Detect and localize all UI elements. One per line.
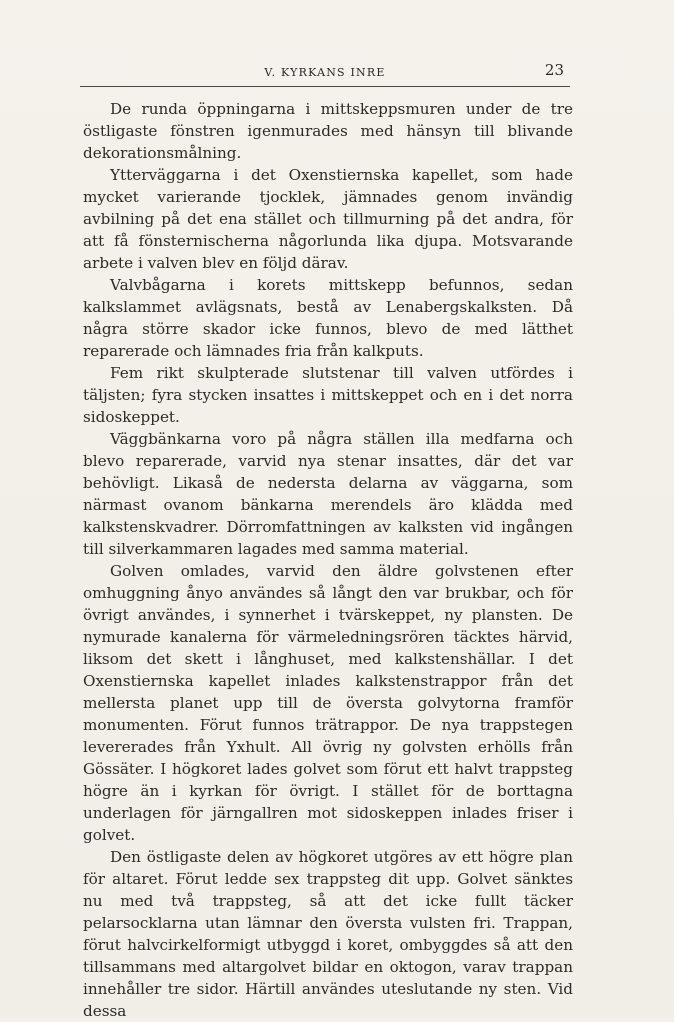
paragraph-outer-walls: Ytterväggarna i det Oxenstiernska kapellet, som hade mycket varierande tjocklek, jämnades genom invändig avbilning på det ena stället och tillmurning på det andra, för att få fönsternischerna någorlunda lika djupa. Motsvarande arbete i valven blev en följd därav. <box>83 166 573 272</box>
paragraph-keystones: Fem rikt skulpterade slutstenar till valven utfördes i täljsten; fyra stycken insattes i mittskeppet och en i det norra sidoskeppet. <box>83 364 573 426</box>
paragraph-vault-arches: Valvbågarna i korets mittskepp befunnos, sedan kalkslammet avlägsnats, bestå av Lenabergskalksten. Då några större skador icke funnos, blevo de med lätthet reparerade och lämnades fria från kalkputs. <box>83 276 573 360</box>
running-title: V. KYRKANS INRE <box>264 66 386 79</box>
paragraph-high-choir: Den östligaste delen av högkoret utgöres av ett högre plan för altaret. Förut ledde sex trappsteg dit upp. Golvet sänktes nu med två trappsteg, så att det icke fullt täcker pelarsocklarna utan lämnar den översta vulsten fri. Trappan, förut halvcirkelformigt utbyggd i koret, ombyggdes så att den tillsammans med altargolvet bildar en oktogon, varav trappan innehåller tre sidor. Härtill användes uteslutande ny sten. Vid dessa <box>83 848 573 1020</box>
paragraph-wall-benches: Väggbänkarna voro på några ställen illa medfarna och blevo reparerade, varvid nya stenar insattes, där det var behövligt. Likaså de nedersta delarna av väggarna, som närmast ovanom bänkarna merendels äro klädda med kalkstenskvadrer. Dörromfattningen av kalksten vid ingången till silverkammaren lagades med samma material. <box>83 430 573 558</box>
body-text <box>83 98 573 1022</box>
page-number: 23 <box>544 61 564 79</box>
page-header <box>80 58 570 87</box>
paragraph-floors: Golven omlades, varvid den äldre golvstenen efter omhuggning ånyo användes så långt den var brukbar, och för övrigt användes, i synnerhet i tvärskeppet, ny plansten. De nymurade kanalerna för värmeledningsrören täcktes härvid, liksom det skett i långhuset, med kalkstenshällar. I det Oxenstiernska kapellet inlades kalkstenstrappor från det mellersta planet upp till de översta golvytorna framför monumenten. Förut funnos trätrappor. De nya trappstegen levererades från Yxhult. All övrig ny golvsten erhölls från Gössäter. I högkoret lades golvet som förut ett halvt trappsteg högre än i kyrkan för övrigt. I stället för de borttagna underlagen för järngallren mot sidoskeppen inlades friser i golvet. <box>83 562 573 844</box>
paragraph-openings: De runda öppningarna i mittskeppsmuren under de tre östligaste fönstren igenmurades med hänsyn till blivande dekorationsmålning. <box>83 100 573 162</box>
